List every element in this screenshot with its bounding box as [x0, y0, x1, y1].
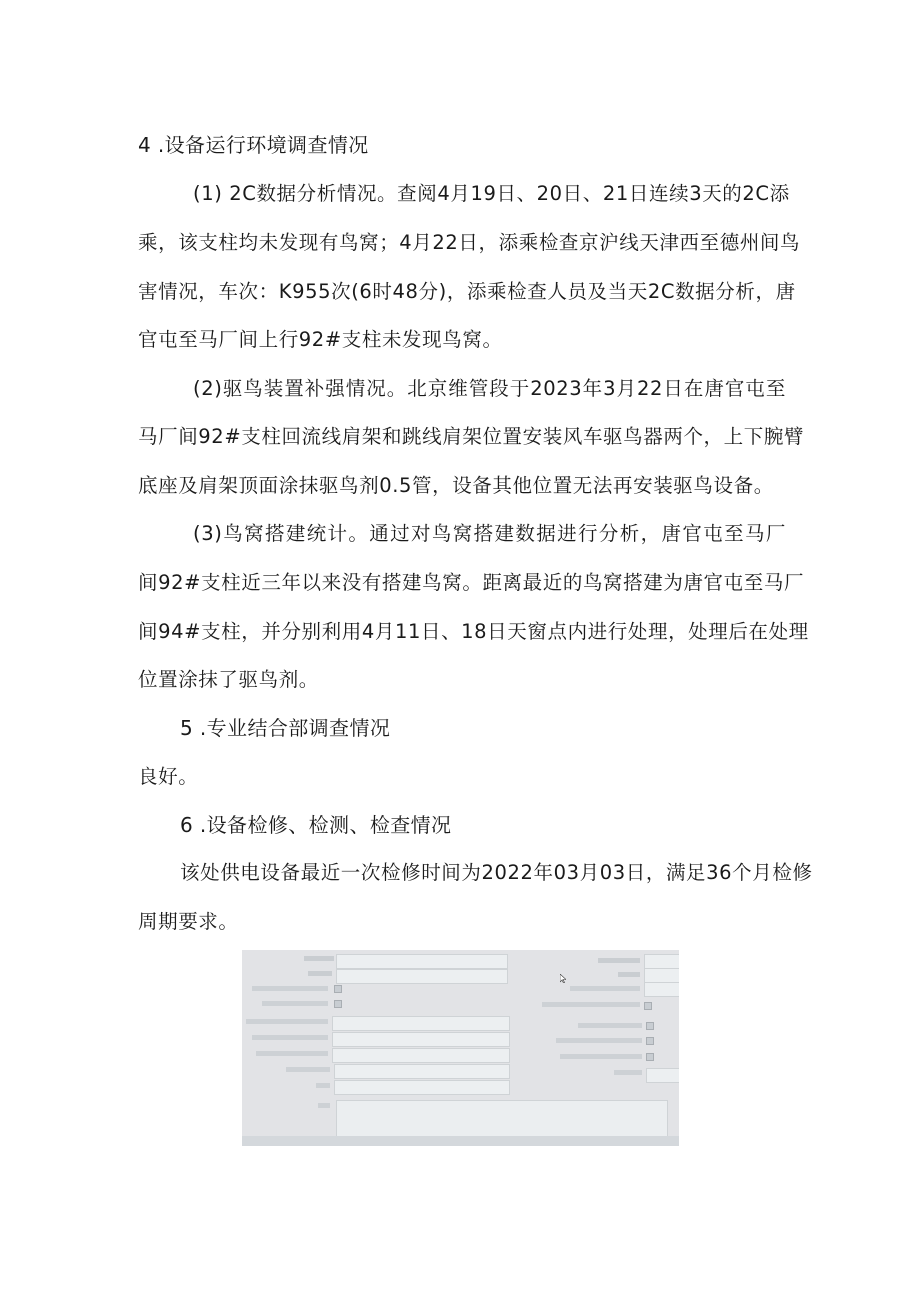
photo-field — [332, 1032, 510, 1047]
photo-footer-bar — [242, 1136, 679, 1146]
section-4-heading: 4 .设备运行环境调查情况 — [138, 133, 369, 157]
para-3-line-1: (3)鸟窝搭建统计。通过对鸟窝搭建数据进行分析，唐官屯至马厂 — [193, 522, 786, 545]
photo-label — [542, 1002, 640, 1007]
photo-label — [304, 956, 334, 961]
photo-label — [570, 986, 640, 991]
section-5-body: 良好。 — [138, 765, 199, 788]
photo-label — [556, 1038, 642, 1043]
photo-label — [318, 1103, 330, 1108]
photo-field — [334, 1064, 510, 1079]
photo-checkbox — [334, 985, 342, 993]
maintenance-form-photo — [242, 950, 679, 1146]
photo-field — [334, 1080, 510, 1095]
photo-field — [644, 954, 679, 969]
para-1-line-4: 官屯至马厂间上行92#支柱未发现鸟窝。 — [138, 328, 503, 351]
photo-field — [646, 1068, 679, 1083]
para-3-line-4: 位置涂抹了驱鸟剂。 — [138, 668, 319, 691]
para-3-line-2: 间92#支柱近三年以来没有搭建鸟窝。距离最近的鸟窝搭建为唐官屯至马厂 — [138, 571, 805, 594]
photo-field — [336, 954, 508, 969]
photo-label — [246, 1019, 328, 1024]
photo-label — [252, 1035, 328, 1040]
photo-field — [644, 982, 679, 997]
photo-label — [316, 1083, 330, 1088]
section-6-heading: 6 .设备检修、检测、检查情况 — [180, 813, 452, 837]
para-2-line-1: (2)驱鸟装置补强情况。北京维管段于2023年3月22日在唐官屯至 — [193, 377, 786, 400]
para-2-line-2: 马厂间92#支柱回流线肩架和跳线肩架位置安装风车驱鸟器两个，上下腕臂 — [138, 425, 805, 448]
photo-checkbox — [646, 1022, 654, 1030]
photo-label — [618, 972, 640, 977]
photo-checkbox — [646, 1037, 654, 1045]
photo-field — [644, 968, 679, 983]
photo-field — [332, 1048, 510, 1063]
photo-label — [614, 1070, 642, 1075]
photo-label — [262, 1001, 328, 1006]
photo-field — [336, 969, 508, 984]
para-3-line-3: 间94#支柱，并分别利用4月11日、18日天窗点内进行处理，处理后在处理 — [138, 620, 809, 643]
photo-field — [332, 1016, 510, 1031]
photo-label — [578, 1023, 642, 1028]
photo-label — [560, 1054, 642, 1059]
mouse-cursor-icon — [560, 974, 566, 983]
photo-label — [308, 971, 332, 976]
photo-checkbox — [646, 1053, 654, 1061]
para-1-line-2: 乘，该支柱均未发现有鸟窝；4月22日，添乘检查京沪线天津西至德州间鸟 — [138, 231, 801, 254]
para-1-line-3: 害情况，车次：K955次(6时48分)，添乘检查人员及当天2C数据分析，唐 — [138, 280, 796, 303]
section-6-line-2: 周期要求。 — [138, 910, 239, 933]
section-5-heading: 5 .专业结合部调查情况 — [180, 716, 391, 740]
photo-checkbox — [644, 1002, 652, 1010]
section-6-line-1: 该处供电设备最近一次检修时间为2022年03月03日，满足36个月检修 — [180, 861, 813, 884]
photo-label — [286, 1067, 330, 1072]
para-2-line-3: 底座及肩架顶面涂抹驱鸟剂0.5管，设备其他位置无法再安装驱鸟设备。 — [138, 474, 774, 497]
para-1-line-1: (1) 2C数据分析情况。查阅4月19日、20日、21日连续3天的2C添 — [193, 182, 790, 205]
photo-label — [256, 1051, 328, 1056]
photo-label — [598, 958, 640, 963]
photo-label — [252, 986, 328, 991]
photo-checkbox — [334, 1000, 342, 1008]
